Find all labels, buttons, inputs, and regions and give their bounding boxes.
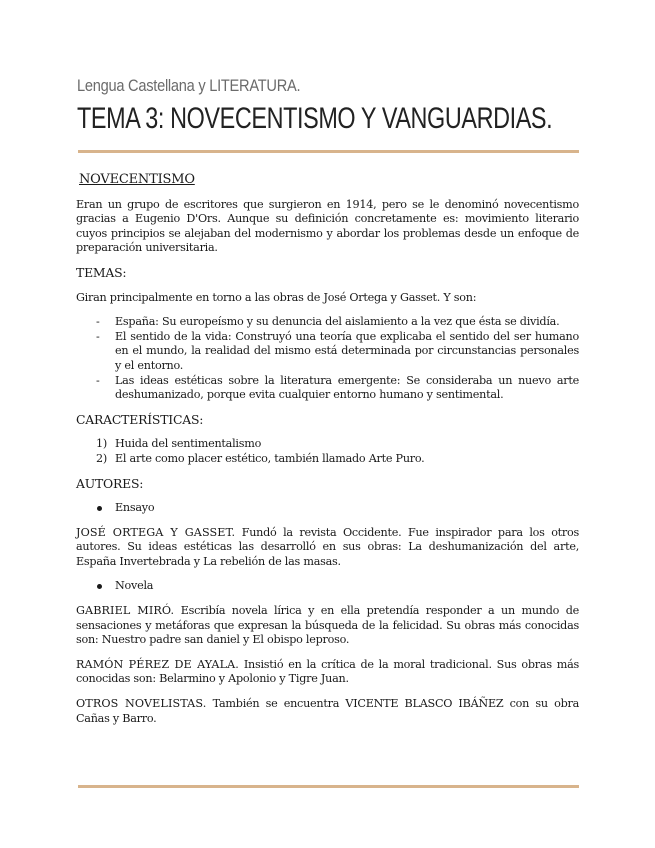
intro-paragraph: Eran un grupo de escritores que surgieron en 1914, pero se le denominó novecentismo gracias a Eugenio D'Ors. Aunque su definición concretamente es: movimiento literario cuyos principios se alejaban del modernismo y abordar los problemas desde un enfoque de preparación universitaria. [76, 197, 579, 255]
author-ortega-paragraph [76, 526, 579, 570]
author-name: GABRIEL MIRÓ. [76, 604, 175, 618]
author-description: Fundó la revista Occidente. Fue inspirador para los otros autores. Su ideas estéticas las desarrolló en sus obras: La deshumanización del arte, España Invertebrada y La rebelión de las masas. [76, 525, 579, 568]
genre-label: Novela [115, 579, 154, 593]
author-description: Insistió en la crítica de la moral tradicional. Sus obras más conocidas son: Belarmino y Apolonio y Tigre Juan. [76, 657, 579, 686]
section-title: NOVECENTISMO [79, 172, 195, 187]
list-item [76, 315, 579, 330]
list-item [76, 437, 579, 452]
author-name: OTROS NOVELISTAS. [76, 697, 207, 711]
author-perez-paragraph [76, 658, 579, 687]
temas-lead: Giran principalmente en torno a las obras de José Ortega y Gasset. Y son: [76, 290, 477, 304]
genre-label: Ensayo [115, 501, 155, 515]
bullet-icon [97, 584, 102, 589]
genre-list-ensayo [76, 501, 579, 516]
document-body [76, 173, 579, 736]
dash-marker: - [96, 373, 100, 387]
list-item-text: El sentido de la vida: Construyó una teoría que explicaba el sentido del ser humano en el mundo, la realidad del mismo está determinada por circunstancias personales y el entorno. [115, 329, 579, 372]
list-item [76, 374, 579, 403]
list-number: 1) [96, 437, 107, 451]
temas-list [76, 315, 579, 403]
dash-marker: - [96, 315, 100, 329]
temas-heading: TEMAS: [76, 264, 127, 280]
dash-marker: - [96, 329, 100, 343]
list-item [76, 330, 579, 374]
document-subtitle: Lengua Castellana y LITERATURA. [77, 76, 301, 95]
author-name: RAMÓN PÉREZ DE AYALA. [76, 657, 239, 671]
author-miro-paragraph [76, 604, 579, 648]
header-divider [78, 150, 579, 153]
author-description: También se encuentra VICENTE BLASCO IBÁÑEZ con su obra Cañas y Barro. [76, 697, 580, 725]
genre-list-novela [76, 579, 579, 594]
list-item-text: El arte como placer estético, también llamado Arte Puro. [115, 451, 425, 465]
author-description: Escribía novela lírica y en ella pretendía responder a un mundo de sensaciones y metáforas que expresan la búsqueda de la felicidad. Su obras más conocidas son: Nuestro padre san daniel y El obispo leproso. [76, 604, 579, 647]
list-item-text: Las ideas estéticas sobre la literatura emergente: Se consideraba un nuevo arte deshumanizado, porque evita cualquier entorno humano y sentimental. [115, 373, 579, 402]
document-title: TEMA 3: NOVECENTISMO Y VANGUARDIAS. [77, 102, 553, 135]
author-name: JOSÉ ORTEGA Y GASSET. [76, 525, 236, 539]
caracteristicas-heading: CARACTERÍSTICAS: [76, 411, 204, 427]
list-item-text: Huida del sentimentalismo [115, 437, 262, 451]
list-item [76, 501, 579, 516]
author-otros-paragraph [76, 697, 579, 726]
footer-divider [78, 785, 579, 788]
list-item-text: España: Su europeísmo y su denuncia del aislamiento a la vez que ésta se dividía. [115, 315, 560, 329]
caracteristicas-list [76, 437, 579, 466]
list-item [76, 579, 579, 594]
list-item [76, 452, 579, 467]
list-number: 2) [96, 451, 107, 465]
bullet-icon [97, 506, 102, 511]
autores-heading: AUTORES: [76, 475, 144, 491]
